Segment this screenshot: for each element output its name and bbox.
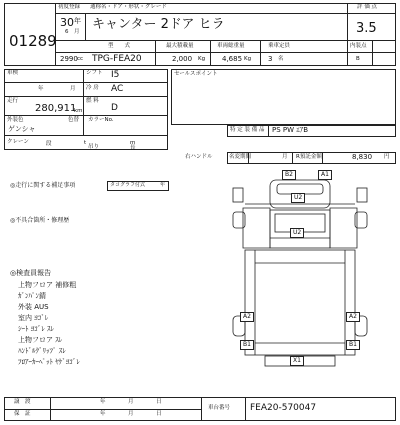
interior-value: B <box>356 56 360 62</box>
inspector-label: ◎検査員報告 <box>10 269 52 277</box>
transfer-year: 年 <box>100 399 106 405</box>
shift-label: シフト <box>86 70 103 76</box>
selling-points-label: セールスポイント <box>174 71 218 77</box>
damage-label: B2 <box>282 170 296 180</box>
gvw-label: 車両総重量 <box>217 43 245 49</box>
recycle-label: R預託金額 <box>296 154 322 160</box>
inspector-item: 外装 AUS <box>18 303 49 311</box>
ac-value: AC <box>111 84 124 94</box>
gvw: 4,685 <box>222 55 243 63</box>
max-load-unit: Kg <box>198 56 206 62</box>
color-change-label: 色替 <box>68 117 80 123</box>
inspector-item: ｶﾞﾝﾊﾟﾝ錆 <box>18 292 46 300</box>
damage-label: A2 <box>240 312 254 322</box>
damage-label: U2 <box>291 193 305 203</box>
warranty-label: 保 証 <box>14 411 31 417</box>
capacity: 3 <box>268 55 273 63</box>
grade-value: 3.5 <box>356 21 377 36</box>
crane-stage: 段 <box>46 141 52 147</box>
color-no-label: カラーNo. <box>88 117 114 123</box>
fuel-label: 燃 料 <box>86 98 99 104</box>
recycle-value: 8,830 <box>352 153 373 161</box>
transfer-day: 日 <box>156 399 162 405</box>
max-load-label: 最大積載量 <box>166 43 194 49</box>
warranty-day: 日 <box>156 411 162 417</box>
crane-length-suffix: 長 <box>130 145 136 151</box>
gvw-unit: Kg <box>244 56 252 62</box>
vehicle-name: キャンター 2ドア ヒラ <box>92 17 225 32</box>
capacity-label: 乗車定員 <box>268 43 291 49</box>
crane-hook: 吊り <box>88 144 100 150</box>
inspector-item: 上物フロア ｽﾚ <box>18 336 63 344</box>
recycle-unit: 円 <box>384 154 390 160</box>
mileage-unit: km <box>74 108 83 114</box>
features-value: PS PW ｴｱB <box>272 126 309 134</box>
inspection-year: 年 <box>38 86 44 92</box>
transfer-label: 譲 渡 <box>14 399 31 405</box>
damage-label: A2 <box>346 312 360 322</box>
displacement: 2990 <box>60 55 78 63</box>
meter-unit: 年 <box>160 182 166 188</box>
damage-label: X1 <box>290 356 304 366</box>
title-change-month: 月 <box>282 154 288 160</box>
color-value: ゲンシャ <box>8 125 36 133</box>
model-code: TPG-FEA20 <box>92 54 142 64</box>
handle-label: 右ハンドル <box>185 154 213 160</box>
inspector-item: ﾌﾛｱｰｶｰﾍﾟｯﾄ ﾔｹﾞﾖｺﾞﾚ <box>18 358 80 366</box>
month-unit: 月 <box>74 29 80 35</box>
capacity-unit: 名 <box>278 56 284 62</box>
interior-label: 内装点 <box>350 43 367 49</box>
vehicle-info-label: 通称名・ドア・形状・グレード <box>90 4 167 10</box>
supplement-label: ◎走行に関する補足事項 <box>10 182 76 189</box>
warranty-month: 月 <box>128 411 134 417</box>
color-label: 外装色 <box>7 117 24 123</box>
ac-label: 冷 房 <box>86 85 99 91</box>
era-year-unit: 年 <box>74 17 81 25</box>
chassis-value: FEA20-570047 <box>250 403 317 413</box>
damage-label: U2 <box>290 228 304 238</box>
damage-label: B1 <box>346 340 360 350</box>
meter-label: タコグラフ付式 <box>110 182 146 188</box>
mileage-label: 走行 <box>7 98 19 104</box>
inspector-item: 室内 ﾖｺﾞﾚ <box>18 314 49 322</box>
grade-label: 評 価 点 <box>357 4 377 10</box>
month: 6 <box>65 29 69 35</box>
title-change-label: 名変期間 <box>229 154 252 160</box>
shift-value: I5 <box>111 70 120 80</box>
inspection-month: 月 <box>70 86 76 92</box>
era-year: 30 <box>60 16 74 29</box>
displacement-unit: cc <box>77 56 84 62</box>
crane-ton: t <box>84 140 87 146</box>
inspector-item: ﾊﾝﾄﾞﾙｸﾞﾘｯﾌﾟ ｽﾚ <box>18 347 66 355</box>
warranty-year: 年 <box>100 411 106 417</box>
damage-label: A1 <box>318 170 332 180</box>
max-load: 2,000 <box>172 55 193 63</box>
crane-length: m <box>130 140 136 146</box>
chassis-label: 車台番号 <box>208 405 231 411</box>
fuel-value: D <box>111 103 118 113</box>
mileage-value: 280,911 <box>35 103 77 114</box>
inspector-list <box>18 280 80 368</box>
inspector-item: 上物フロア 補修粗 <box>18 281 77 289</box>
first-reg-label: 初度登録 <box>58 4 81 10</box>
crane-label: クレーン <box>7 139 29 145</box>
model-label: 型 式 <box>108 43 131 49</box>
features-label: 特 定 装 備 品 <box>230 127 265 133</box>
defects-label: ◎不具合箇所・修理歴 <box>10 217 70 224</box>
inspector-item: ｼｰﾄ ﾖｺﾞﾚ ｽﾚ <box>18 325 54 333</box>
transfer-month: 月 <box>128 399 134 405</box>
lot-number: 01289 <box>9 32 57 50</box>
inspection-label: 車検 <box>7 70 19 76</box>
damage-label: B1 <box>240 340 254 350</box>
